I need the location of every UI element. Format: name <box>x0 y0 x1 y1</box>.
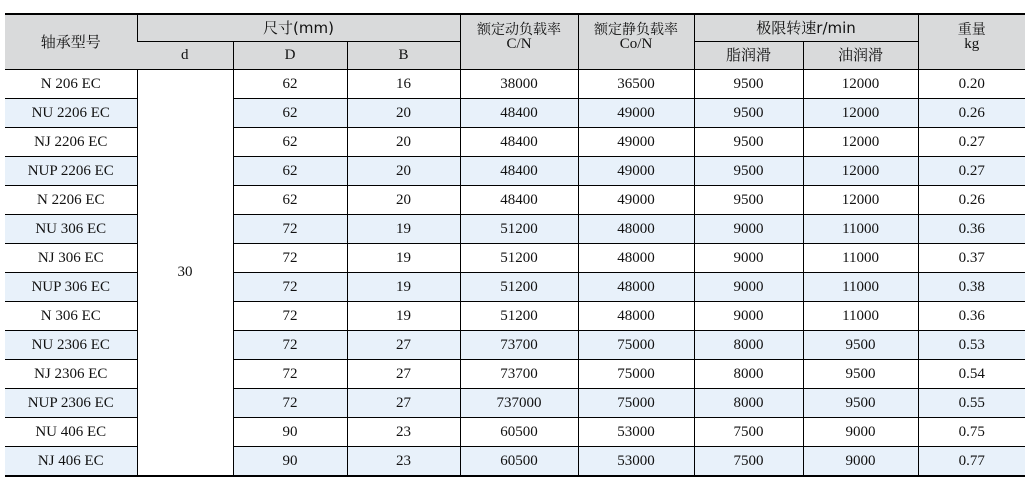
cell-D: 72 <box>233 215 347 244</box>
cell-D: 72 <box>233 331 347 360</box>
cell-B: 20 <box>347 99 460 128</box>
cell-weight: 0.26 <box>918 186 1025 215</box>
cell-weight: 0.26 <box>918 99 1025 128</box>
cell-static-load: 53000 <box>578 447 694 477</box>
cell-B: 16 <box>347 70 460 99</box>
cell-oil-speed: 12000 <box>803 157 918 186</box>
cell-weight: 0.75 <box>918 418 1025 447</box>
cell-static-load: 48000 <box>578 302 694 331</box>
header-model: 轴承型号 <box>5 14 137 70</box>
cell-D: 72 <box>233 302 347 331</box>
cell-grease-speed: 8000 <box>694 389 803 418</box>
cell-model: NJ 306 EC <box>5 244 137 273</box>
cell-dynamic-load: 48400 <box>460 128 578 157</box>
cell-grease-speed: 9500 <box>694 157 803 186</box>
cell-oil-speed: 9500 <box>803 389 918 418</box>
cell-B: 19 <box>347 302 460 331</box>
header-dimensions: 尺寸(mm) <box>137 14 460 42</box>
cell-weight: 0.27 <box>918 128 1025 157</box>
header-d: d <box>137 42 233 70</box>
header-B: B <box>347 42 460 70</box>
cell-dynamic-load: 51200 <box>460 302 578 331</box>
cell-model: NUP 2306 EC <box>5 389 137 418</box>
cell-model: N 206 EC <box>5 70 137 99</box>
cell-oil-speed: 12000 <box>803 99 918 128</box>
cell-B: 27 <box>347 389 460 418</box>
cell-D: 72 <box>233 244 347 273</box>
cell-grease-speed: 7500 <box>694 447 803 477</box>
table-body <box>5 70 1025 477</box>
cell-static-load: 75000 <box>578 331 694 360</box>
header-weight-title: 重量 <box>957 22 986 38</box>
cell-dynamic-load: 60500 <box>460 447 578 477</box>
header-dynamic-load-title: 额定动负载率 <box>477 22 562 38</box>
bearing-spec-table <box>5 13 1025 477</box>
cell-oil-speed: 9500 <box>803 360 918 389</box>
cell-grease-speed: 8000 <box>694 331 803 360</box>
cell-D: 62 <box>233 128 347 157</box>
cell-B: 20 <box>347 128 460 157</box>
cell-dynamic-load: 51200 <box>460 273 578 302</box>
cell-dynamic-load: 73700 <box>460 360 578 389</box>
header-static-load-title: 额定静负载率 <box>594 22 679 38</box>
cell-model: NU 2306 EC <box>5 331 137 360</box>
cell-static-load: 53000 <box>578 418 694 447</box>
cell-dynamic-load: 51200 <box>460 215 578 244</box>
cell-oil-speed: 9000 <box>803 447 918 477</box>
cell-dynamic-load: 48400 <box>460 157 578 186</box>
header-speed-limit: 极限转速r/min <box>694 14 918 42</box>
cell-dynamic-load: 38000 <box>460 70 578 99</box>
cell-weight: 0.27 <box>918 157 1025 186</box>
cell-B: 23 <box>347 447 460 477</box>
cell-static-load: 48000 <box>578 215 694 244</box>
header-dynamic-load-unit: C/N <box>506 36 532 52</box>
cell-dynamic-load: 48400 <box>460 186 578 215</box>
table-row <box>5 70 1025 99</box>
cell-model: N 306 EC <box>5 302 137 331</box>
header-weight-unit: kg <box>964 36 980 52</box>
cell-B: 27 <box>347 331 460 360</box>
cell-oil-speed: 11000 <box>803 244 918 273</box>
cell-B: 23 <box>347 418 460 447</box>
cell-oil-speed: 12000 <box>803 186 918 215</box>
cell-weight: 0.54 <box>918 360 1025 389</box>
cell-model: NUP 306 EC <box>5 273 137 302</box>
header-weight <box>918 14 1025 70</box>
cell-model: NUP 2206 EC <box>5 157 137 186</box>
cell-grease-speed: 9500 <box>694 99 803 128</box>
cell-oil-speed: 12000 <box>803 128 918 157</box>
cell-static-load: 75000 <box>578 389 694 418</box>
header-oil: 油润滑 <box>803 42 918 70</box>
cell-model: NU 306 EC <box>5 215 137 244</box>
cell-model: NU 2206 EC <box>5 99 137 128</box>
cell-dynamic-load: 48400 <box>460 99 578 128</box>
header-grease: 脂润滑 <box>694 42 803 70</box>
cell-D: 62 <box>233 70 347 99</box>
cell-oil-speed: 11000 <box>803 302 918 331</box>
cell-B: 20 <box>347 157 460 186</box>
cell-static-load: 48000 <box>578 273 694 302</box>
cell-D: 72 <box>233 360 347 389</box>
cell-grease-speed: 8000 <box>694 360 803 389</box>
cell-weight: 0.20 <box>918 70 1025 99</box>
cell-weight: 0.53 <box>918 331 1025 360</box>
cell-static-load: 75000 <box>578 360 694 389</box>
cell-d: 30 <box>137 70 233 477</box>
cell-grease-speed: 9000 <box>694 215 803 244</box>
cell-D: 62 <box>233 157 347 186</box>
cell-static-load: 49000 <box>578 128 694 157</box>
cell-dynamic-load: 60500 <box>460 418 578 447</box>
cell-dynamic-load: 73700 <box>460 331 578 360</box>
cell-B: 27 <box>347 360 460 389</box>
cell-model: NU 406 EC <box>5 418 137 447</box>
cell-model: NJ 2306 EC <box>5 360 137 389</box>
cell-grease-speed: 9500 <box>694 70 803 99</box>
cell-oil-speed: 11000 <box>803 273 918 302</box>
cell-oil-speed: 12000 <box>803 70 918 99</box>
cell-static-load: 49000 <box>578 186 694 215</box>
cell-grease-speed: 9000 <box>694 273 803 302</box>
cell-grease-speed: 9000 <box>694 302 803 331</box>
cell-D: 90 <box>233 418 347 447</box>
cell-static-load: 49000 <box>578 99 694 128</box>
cell-weight: 0.37 <box>918 244 1025 273</box>
cell-weight: 0.36 <box>918 215 1025 244</box>
cell-dynamic-load: 51200 <box>460 244 578 273</box>
cell-B: 19 <box>347 273 460 302</box>
cell-D: 72 <box>233 389 347 418</box>
cell-grease-speed: 7500 <box>694 418 803 447</box>
cell-static-load: 49000 <box>578 157 694 186</box>
table-header <box>5 14 1025 70</box>
cell-B: 20 <box>347 186 460 215</box>
cell-static-load: 48000 <box>578 244 694 273</box>
cell-D: 62 <box>233 186 347 215</box>
cell-B: 19 <box>347 244 460 273</box>
cell-weight: 0.38 <box>918 273 1025 302</box>
header-dynamic-load <box>460 14 578 70</box>
cell-static-load: 36500 <box>578 70 694 99</box>
header-D: D <box>233 42 347 70</box>
cell-grease-speed: 9500 <box>694 186 803 215</box>
cell-dynamic-load: 737000 <box>460 389 578 418</box>
cell-weight: 0.77 <box>918 447 1025 477</box>
cell-oil-speed: 9500 <box>803 331 918 360</box>
cell-oil-speed: 11000 <box>803 215 918 244</box>
cell-model: N 2206 EC <box>5 186 137 215</box>
cell-grease-speed: 9500 <box>694 128 803 157</box>
cell-weight: 0.55 <box>918 389 1025 418</box>
cell-model: NJ 2206 EC <box>5 128 137 157</box>
cell-weight: 0.36 <box>918 302 1025 331</box>
cell-D: 72 <box>233 273 347 302</box>
cell-model: NJ 406 EC <box>5 447 137 477</box>
cell-grease-speed: 9000 <box>694 244 803 273</box>
cell-oil-speed: 9000 <box>803 418 918 447</box>
header-static-load <box>578 14 694 70</box>
header-static-load-unit: Co/N <box>619 36 653 52</box>
cell-D: 62 <box>233 99 347 128</box>
cell-B: 19 <box>347 215 460 244</box>
cell-D: 90 <box>233 447 347 477</box>
